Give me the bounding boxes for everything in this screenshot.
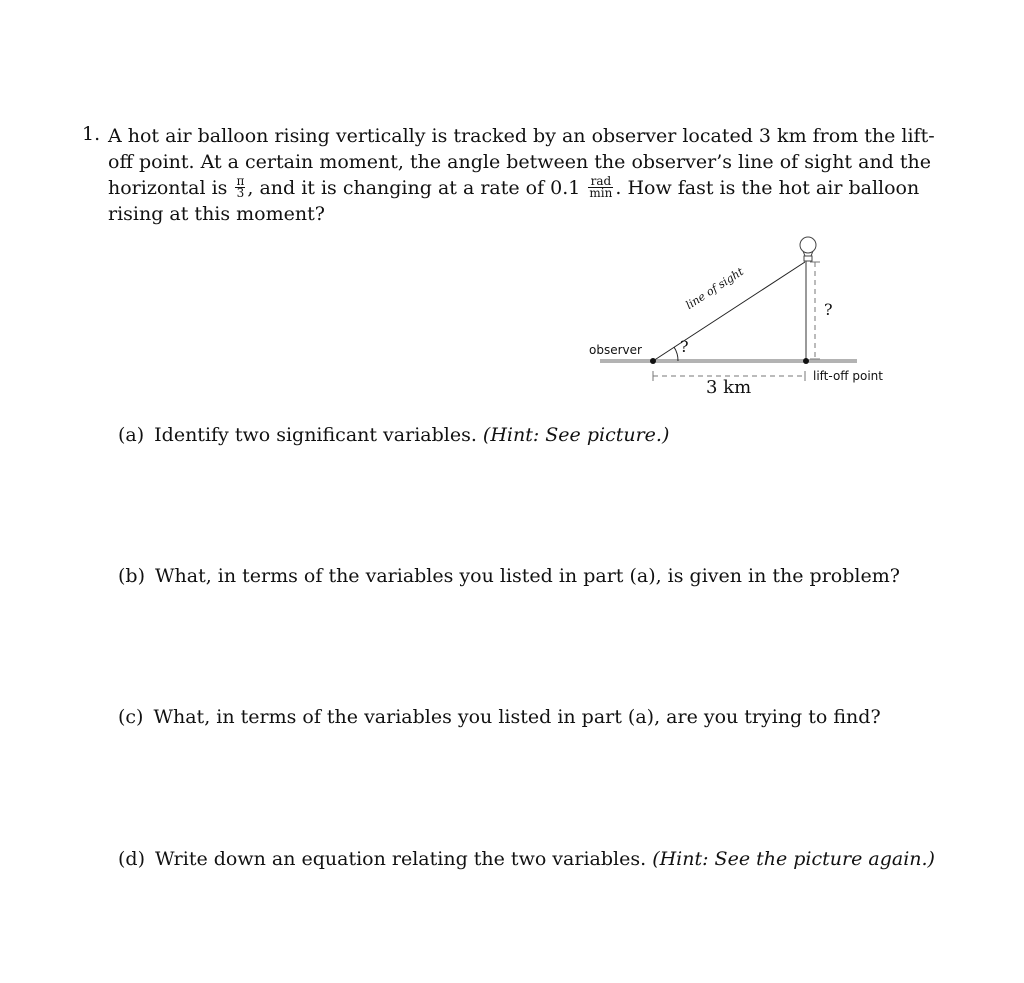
distance-label: 3 km (706, 377, 752, 398)
problem-line-3-middle: , and it is changing at a rate of 0.1 (247, 177, 587, 199)
part-a-label: (a) (118, 424, 145, 446)
part-a-text: Identify two significant variables. (154, 424, 483, 446)
balloon-diagram (575, 230, 905, 405)
problem-statement (108, 123, 935, 227)
angle-label: ? (680, 337, 689, 356)
rate-unit-denominator: min (589, 185, 613, 200)
part-a (118, 424, 669, 446)
liftoff-point (803, 358, 809, 364)
observer-label: observer (589, 343, 642, 357)
problem-line-2: off point. At a certain moment, the angle between the observer’s line of sight and the (108, 151, 931, 173)
angle-arc (674, 347, 678, 361)
part-b-label: (b) (118, 565, 145, 587)
height-label: ? (824, 300, 833, 319)
angle-numerator: π (236, 173, 245, 188)
angle-fraction (235, 173, 245, 200)
part-b (118, 565, 900, 587)
rate-unit-numerator: rad (588, 176, 613, 188)
part-d (118, 848, 935, 870)
problem-line-3 (108, 173, 920, 201)
part-c-label: (c) (118, 706, 144, 728)
part-c-text: What, in terms of the variables you listed in part (a), are you trying to find? (153, 706, 881, 728)
balloon-icon (800, 237, 816, 261)
problem-line-1: A hot air balloon rising vertically is tracked by an observer located 3 km from the lift- (108, 125, 935, 147)
part-d-hint: (Hint: See the picture again.) (652, 848, 935, 870)
observer-point (650, 358, 656, 364)
part-d-text: Write down an equation relating the two variables. (155, 848, 653, 870)
part-b-text: What, in terms of the variables you listed in part (a), is given in the problem? (155, 565, 900, 587)
angle-denominator: 3 (236, 185, 245, 200)
rate-unit-fraction (588, 173, 613, 200)
part-a-hint: (Hint: See picture.) (482, 424, 670, 446)
part-c (118, 706, 881, 728)
part-d-label: (d) (118, 848, 145, 870)
liftoff-label: lift-off point (813, 369, 883, 383)
problem-number: 1. (82, 123, 101, 145)
problem-line-4: rising at this moment? (108, 203, 325, 225)
problem-line-3-start: horizontal is (108, 177, 234, 199)
line-of-sight-label: line of sight (683, 265, 746, 312)
problem-line-3-end: . How fast is the hot air balloon (615, 177, 920, 199)
